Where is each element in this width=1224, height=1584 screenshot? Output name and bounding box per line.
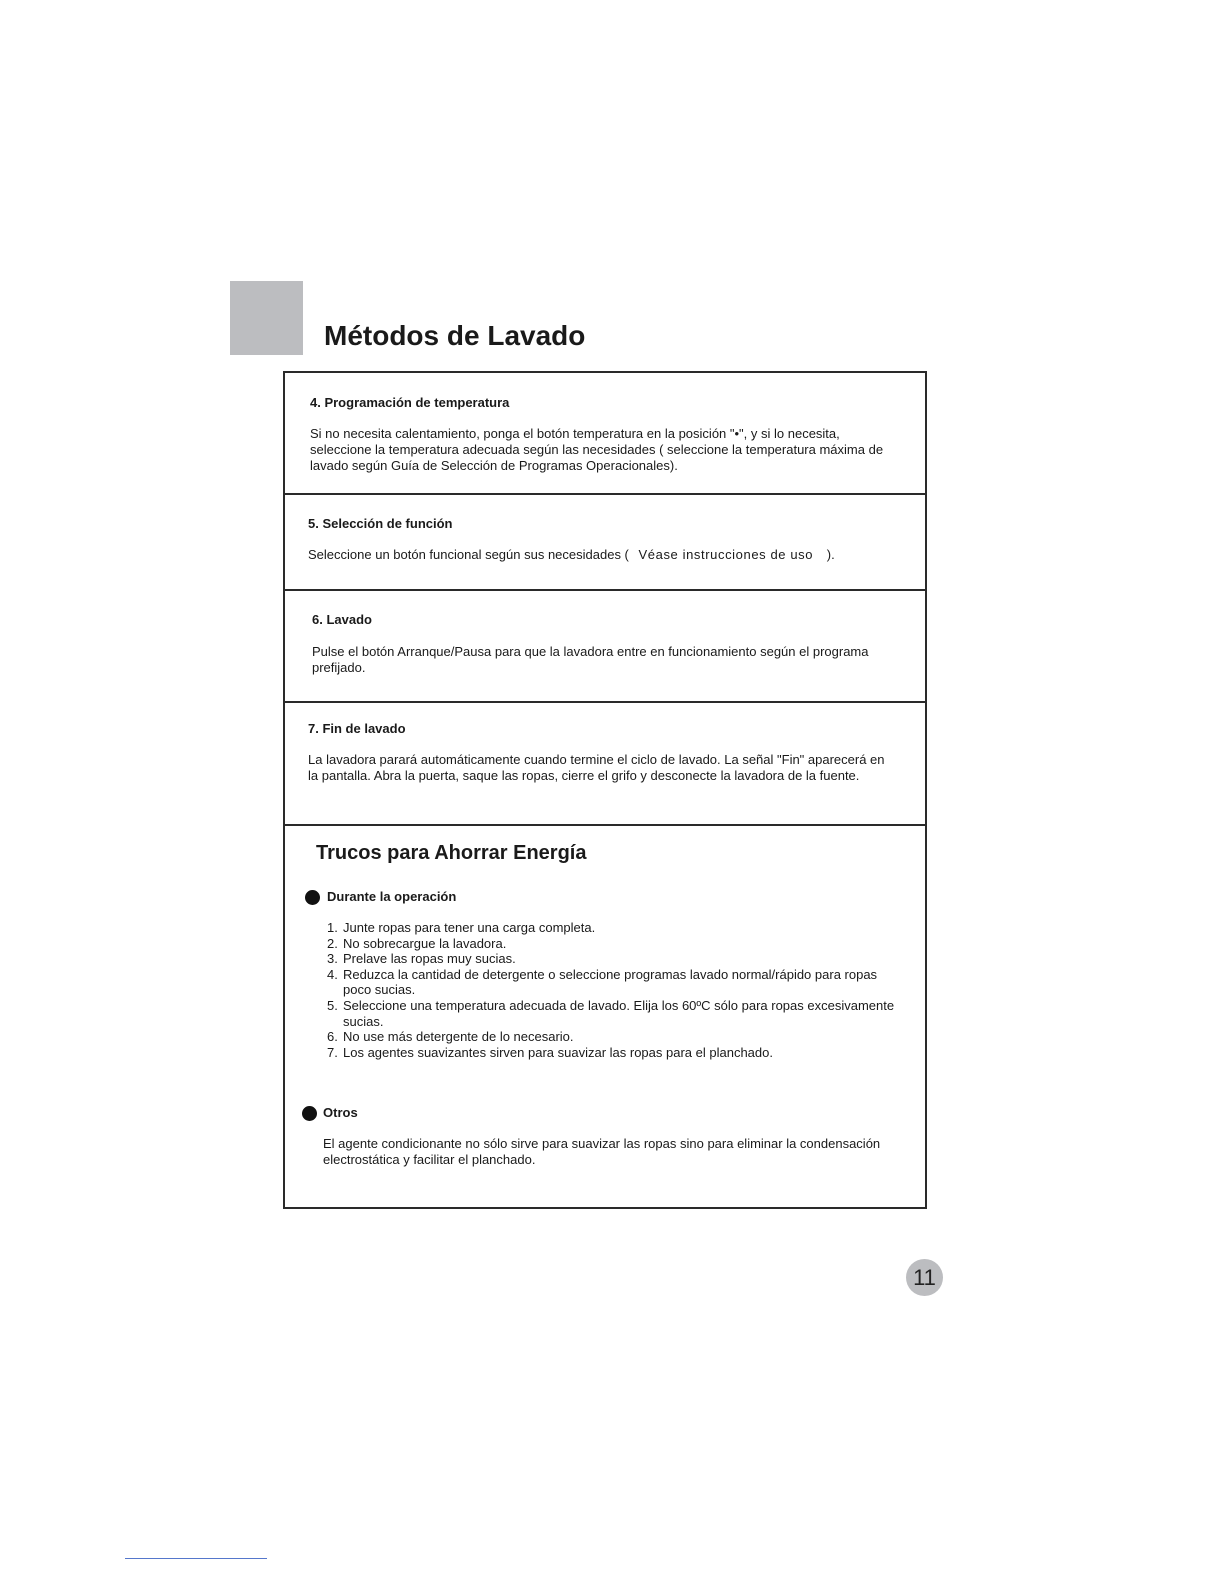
section-text-after: ). <box>826 547 835 562</box>
section-heading: 4. Programación de temperatura <box>310 395 510 410</box>
list-item: 6. No use más detergente de lo necesario. <box>327 1029 574 1045</box>
section-heading: 7. Fin de lavado <box>308 721 406 736</box>
list-item: 3. Prelave las ropas muy sucias. <box>327 951 516 967</box>
section-marker-block <box>230 281 303 355</box>
page-number-badge: 11 <box>906 1259 943 1296</box>
section-wash <box>285 591 925 703</box>
list-item: 5. Seleccione una temperatura adecuada de lavado. Elija los 60ºC sólo para ropas excesivamente sucias. <box>327 997 895 1029</box>
bullet-icon <box>305 890 320 905</box>
others-heading: Otros <box>323 1105 358 1120</box>
section-text <box>308 547 908 563</box>
footer-divider <box>125 1558 267 1559</box>
section-heading: 5. Selección de función <box>308 516 453 531</box>
list-item: 4. Reduzca la cantidad de detergente o seleccione programas lavado normal/rápido para ropas poco sucias. <box>327 966 878 998</box>
list-item: 1. Junte ropas para tener una carga completa. <box>327 920 596 935</box>
section-text: Pulse el botón Arranque/Pausa para que la lavadora entre en funcionamiento según el programa prefijado. <box>312 644 869 675</box>
section-heading: 6. Lavado <box>312 612 372 627</box>
tips-title: Trucos para Ahorrar Energía <box>316 842 587 864</box>
section-text-inset: Véase instrucciones de uso <box>638 547 814 562</box>
list-item: 2. No sobrecargue la lavadora. <box>327 935 507 951</box>
section-text: La lavadora parará automáticamente cuando termine el ciclo de lavado. La señal "Fin" aparecerá en la pantalla. Abra la puerta, saque las ropas, cierre el grifo y desconecte la lavadora de la fuente. <box>308 752 885 783</box>
others-text: El agente condicionante no sólo sirve para suavizar las ropas sino para eliminar la condensación electrostática y facilitar el planchado. <box>323 1136 881 1167</box>
section-text-before: Seleccione un botón funcional según sus necesidades ( <box>308 547 629 562</box>
during-operation-heading: Durante la operación <box>327 889 457 904</box>
section-function <box>285 495 925 591</box>
tips-list <box>327 920 903 1060</box>
section-temperature <box>285 373 925 495</box>
content-frame <box>283 371 927 1209</box>
section-end-of-wash <box>285 703 925 826</box>
section-text: Si no necesita calentamiento, ponga el botón temperatura en la posición "•", y si lo necesita, seleccione la temperatura adecuada según las necesidades ( seleccione la temperatura máxima de lavado según Guía de Selección de Programas Operacionales). <box>310 426 884 473</box>
bullet-icon <box>302 1106 317 1121</box>
list-item: 7. Los agentes suavizantes sirven para suavizar las ropas para el planchado. <box>327 1044 773 1060</box>
page-title: Métodos de Lavado <box>324 320 586 351</box>
